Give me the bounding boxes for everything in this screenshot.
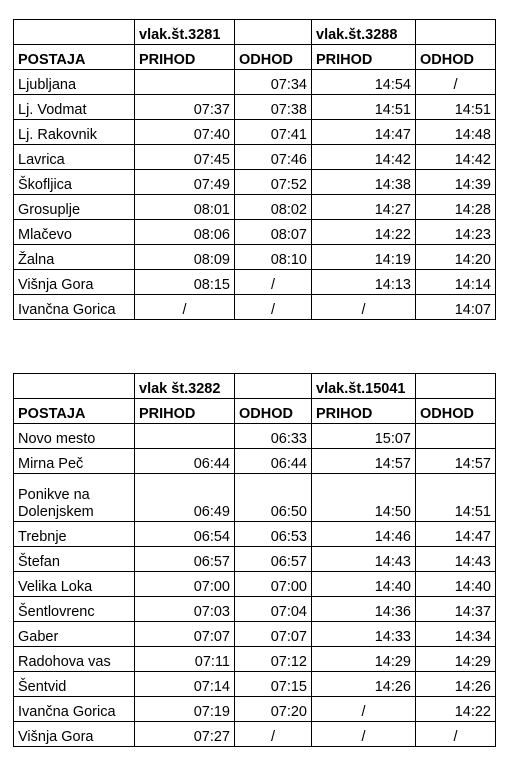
table-row (14, 424, 496, 449)
departure-time: 14:07 (416, 295, 496, 320)
station-name: Grosuplje (14, 195, 135, 220)
station-name: Šentlovrenc (14, 597, 135, 622)
arrival-time: 14:54 (312, 70, 416, 95)
arrival-time: 14:13 (312, 270, 416, 295)
table-row (14, 170, 496, 195)
table-row (14, 120, 496, 145)
departure-time: / (235, 722, 312, 747)
table-row (14, 622, 496, 647)
departure-time: 07:12 (235, 647, 312, 672)
station-name: Višnja Gora (14, 270, 135, 295)
arrival-time: 07:00 (135, 572, 235, 597)
departure-time: 07:20 (235, 697, 312, 722)
empty-cell (235, 20, 312, 45)
header-arrival: PRIHOD (135, 399, 235, 424)
departure-time: 14:57 (416, 449, 496, 474)
arrival-time: 14:29 (312, 647, 416, 672)
departure-time: 14:39 (416, 170, 496, 195)
train-number-label: vlak.št.3288 (312, 20, 416, 45)
table-row (14, 245, 496, 270)
departure-time: 08:02 (235, 195, 312, 220)
table-row (14, 95, 496, 120)
departure-time: 07:46 (235, 145, 312, 170)
arrival-time: 14:36 (312, 597, 416, 622)
station-name: Štefan (14, 547, 135, 572)
table-row (14, 722, 496, 747)
station-name: Ponikve na Dolenjskem (14, 474, 135, 522)
arrival-time (135, 70, 235, 95)
table-row (14, 195, 496, 220)
arrival-time: 14:26 (312, 672, 416, 697)
arrival-time: / (312, 295, 416, 320)
table-row (14, 70, 496, 95)
table-row (14, 474, 496, 522)
arrival-time: 07:49 (135, 170, 235, 195)
arrival-time: 06:44 (135, 449, 235, 474)
station-name: Mlačevo (14, 220, 135, 245)
arrival-time: 14:46 (312, 522, 416, 547)
station-name: Ivančna Gorica (14, 295, 135, 320)
station-name: Lj. Rakovnik (14, 120, 135, 145)
station-name: Lj. Vodmat (14, 95, 135, 120)
header-departure: ODHOD (416, 45, 496, 70)
departure-time: 06:33 (235, 424, 312, 449)
header-departure: ODHOD (416, 399, 496, 424)
arrival-time: 14:51 (312, 95, 416, 120)
departure-time: 14:22 (416, 697, 496, 722)
train-number-label: vlak.št.15041 (312, 374, 416, 399)
train-number-label: vlak št.3282 (135, 374, 235, 399)
departure-time: 14:29 (416, 647, 496, 672)
station-name: Lavrica (14, 145, 135, 170)
station-name: Gaber (14, 622, 135, 647)
train-number-row (14, 374, 496, 399)
departure-time: 07:07 (235, 622, 312, 647)
arrival-time: 06:54 (135, 522, 235, 547)
header-departure: ODHOD (235, 399, 312, 424)
station-name: Novo mesto (14, 424, 135, 449)
table-row (14, 597, 496, 622)
station-name: Višnja Gora (14, 722, 135, 747)
table-row (14, 697, 496, 722)
station-name: Šentvid (14, 672, 135, 697)
departure-time: 06:44 (235, 449, 312, 474)
header-arrival: PRIHOD (135, 45, 235, 70)
departure-time: 14:47 (416, 522, 496, 547)
departure-time: 07:52 (235, 170, 312, 195)
table-row (14, 647, 496, 672)
header-departure: ODHOD (235, 45, 312, 70)
empty-cell (416, 374, 496, 399)
departure-time: 07:04 (235, 597, 312, 622)
departure-time: / (235, 295, 312, 320)
table-row (14, 295, 496, 320)
arrival-time: 08:09 (135, 245, 235, 270)
table-row (14, 672, 496, 697)
table-row (14, 522, 496, 547)
departure-time: 14:48 (416, 120, 496, 145)
table-row (14, 449, 496, 474)
arrival-time: 07:14 (135, 672, 235, 697)
departure-time (416, 424, 496, 449)
departure-time: 08:07 (235, 220, 312, 245)
arrival-time: 07:11 (135, 647, 235, 672)
station-name: Trebnje (14, 522, 135, 547)
arrival-time: / (135, 295, 235, 320)
arrival-time: 14:57 (312, 449, 416, 474)
departure-time: 14:26 (416, 672, 496, 697)
departure-time: 08:10 (235, 245, 312, 270)
arrival-time: 14:50 (312, 474, 416, 522)
empty-cell (14, 374, 135, 399)
table-row (14, 547, 496, 572)
departure-time: 14:43 (416, 547, 496, 572)
train-number-row (14, 20, 496, 45)
timetable-2 (13, 373, 496, 747)
arrival-time: 14:38 (312, 170, 416, 195)
arrival-time: 14:27 (312, 195, 416, 220)
departure-time: / (416, 722, 496, 747)
arrival-time (135, 424, 235, 449)
empty-cell (14, 20, 135, 45)
arrival-time: 06:57 (135, 547, 235, 572)
departure-time: 14:34 (416, 622, 496, 647)
station-name: Žalna (14, 245, 135, 270)
header-station: POSTAJA (14, 45, 135, 70)
station-name: Ivančna Gorica (14, 697, 135, 722)
departure-time: 06:50 (235, 474, 312, 522)
station-name: Škofljica (14, 170, 135, 195)
arrival-time: 08:15 (135, 270, 235, 295)
table-row (14, 572, 496, 597)
departure-time: 14:28 (416, 195, 496, 220)
departure-time: 06:53 (235, 522, 312, 547)
station-name: Ljubljana (14, 70, 135, 95)
departure-time: / (416, 70, 496, 95)
arrival-time: 06:49 (135, 474, 235, 522)
arrival-time: 14:47 (312, 120, 416, 145)
header-station: POSTAJA (14, 399, 135, 424)
departure-time: 14:14 (416, 270, 496, 295)
departure-time: 07:41 (235, 120, 312, 145)
arrival-time: 07:03 (135, 597, 235, 622)
departure-time: 07:34 (235, 70, 312, 95)
departure-time: 14:42 (416, 145, 496, 170)
departure-time: 07:15 (235, 672, 312, 697)
arrival-time: 08:06 (135, 220, 235, 245)
station-name: Velika Loka (14, 572, 135, 597)
timetable-1 (13, 19, 496, 320)
arrival-time: 15:07 (312, 424, 416, 449)
arrival-time: 14:19 (312, 245, 416, 270)
arrival-time: / (312, 697, 416, 722)
table-row (14, 220, 496, 245)
arrival-time: 14:40 (312, 572, 416, 597)
departure-time: 14:51 (416, 95, 496, 120)
departure-time: 14:20 (416, 245, 496, 270)
table-row (14, 270, 496, 295)
departure-time: 06:57 (235, 547, 312, 572)
arrival-time: 14:43 (312, 547, 416, 572)
arrival-time: 14:22 (312, 220, 416, 245)
arrival-time: 14:33 (312, 622, 416, 647)
empty-cell (416, 20, 496, 45)
empty-cell (235, 374, 312, 399)
arrival-time: 08:01 (135, 195, 235, 220)
column-header-row (14, 399, 496, 424)
departure-time: 14:40 (416, 572, 496, 597)
station-name: Radohova vas (14, 647, 135, 672)
column-header-row (14, 45, 496, 70)
arrival-time: 07:19 (135, 697, 235, 722)
departure-time: 07:38 (235, 95, 312, 120)
arrival-time: / (312, 722, 416, 747)
departure-time: 07:00 (235, 572, 312, 597)
departure-time: 14:51 (416, 474, 496, 522)
departure-time: / (235, 270, 312, 295)
departure-time: 14:23 (416, 220, 496, 245)
arrival-time: 14:42 (312, 145, 416, 170)
arrival-time: 07:27 (135, 722, 235, 747)
arrival-time: 07:07 (135, 622, 235, 647)
header-arrival: PRIHOD (312, 399, 416, 424)
departure-time: 14:37 (416, 597, 496, 622)
header-arrival: PRIHOD (312, 45, 416, 70)
train-number-label: vlak.št.3281 (135, 20, 235, 45)
arrival-time: 07:37 (135, 95, 235, 120)
station-name: Mirna Peč (14, 449, 135, 474)
table-row (14, 145, 496, 170)
arrival-time: 07:45 (135, 145, 235, 170)
arrival-time: 07:40 (135, 120, 235, 145)
